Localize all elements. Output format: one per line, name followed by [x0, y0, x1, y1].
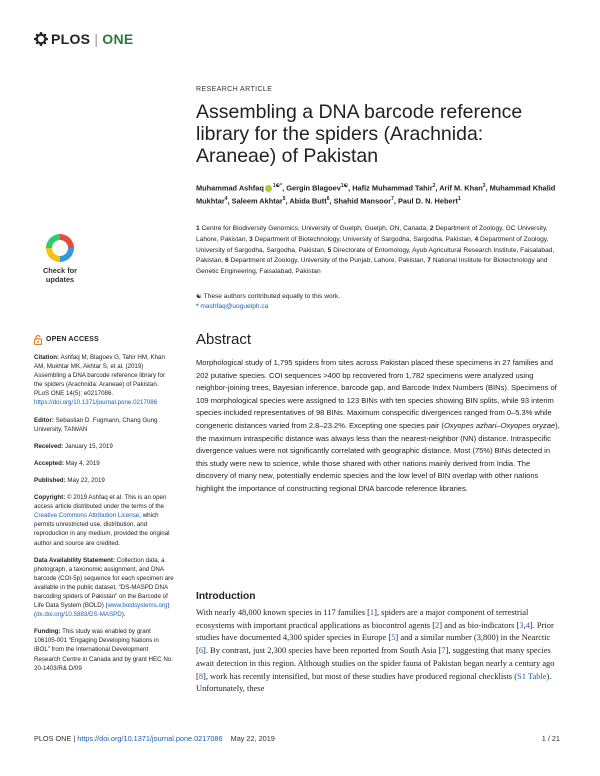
author-affiliation-mark: 4	[224, 195, 228, 202]
bold-systems-link[interactable]: www.boldsystems.org	[107, 602, 168, 610]
abstract-heading: Abstract	[196, 331, 252, 348]
affiliation-number: 4	[474, 235, 479, 243]
affiliation-number: 3	[249, 235, 253, 243]
reference-link[interactable]: 4	[525, 619, 530, 630]
corresponding-email-link[interactable]: mashfaq@uoguelph.ca	[200, 303, 269, 310]
introduction-heading: Introduction	[196, 591, 256, 602]
data-availability-text: Collection data, a photograph, a taxonomic assignment, and DNA barcode (COI-5p) sequence for each specimen are available in the public dataset, “DS-MASPD DNA barcoding spiders of Pakistan” on the Barcode of Life Data System (BOLD) (	[34, 556, 174, 610]
abstract-text-part2: ), the maximum intraspecific distance was always less than the nearest-neighbor (NN) distance. Intraspecific divergence values were not significantly correlated with geographic distance. Most (75%) BINs detected in this study were new to science, while those shared with other nations mainly derived from India. The discovery of many new, potentially endemic species and the low level of BIN overlap with other nations highlight the importance of constructing regional DNA barcode reference libraries.	[196, 420, 560, 493]
footer-doi-link[interactable]: https://doi.org/10.1371/journal.pone.0217086	[77, 734, 223, 743]
citation-text: Ashfaq M, Blagoev G, Tahir HM, Khan AM, Mukhtar MK, Akhtar S, et al. (2019) Assembling a DNA barcode reference library for the spiders (Arachnida: Araneae) of Pakistan. PLoS ONE 14(5): e0217086.	[34, 354, 166, 398]
intro-text-segment: ] and a similar number (3,800) in the Nearctic [	[196, 632, 551, 656]
article-title: Assembling a DNA barcode reference library for the spiders (Arachnida: Araneae) of Pakistan	[196, 101, 523, 167]
page-footer	[34, 734, 560, 743]
intro-text-segment: ]. By contrast, just 2,300 species have been reported from South Asia [	[203, 645, 442, 656]
author-affiliation-mark: 5	[282, 195, 286, 202]
affiliation-text: National Institute for Biotechnology and Genetic Engineering, Faisalabad, Pakistan	[196, 257, 548, 276]
check-updates-line2: updates	[45, 274, 75, 284]
affiliation-text: Directorate of Entomology, Ayub Agricultural Research Institute, Faisalabad, Pakistan,	[196, 246, 555, 265]
citation-label: Citation:	[34, 354, 60, 361]
dataset-doi-link[interactable]: dx.doi.org/10.5883/DS-MASPD	[36, 611, 122, 619]
article-info-sidebar	[34, 335, 174, 681]
copyright-text: © 2019 Ashfaq et al. This is an open access article distributed under the terms of the	[34, 494, 167, 511]
open-lock-icon	[34, 335, 42, 345]
affiliation-number: 6	[224, 257, 229, 265]
author-affiliation-mark: 1	[457, 195, 461, 202]
author-name[interactable]: Saleem Akhtar	[231, 196, 283, 206]
logo-one-text: ONE	[102, 31, 134, 47]
author-name[interactable]: Gergin Blagoev	[286, 183, 341, 193]
check-updates-icon	[46, 234, 74, 262]
editor-text: Sebastian D. Fugmann, Chang Gung University, TAIWAN	[34, 416, 158, 433]
author-affiliation-mark: 2	[432, 183, 436, 189]
citation-block	[34, 353, 174, 408]
intro-text-segment: ], spiders are a major component of terrestrial ecosystems with important practical applications as biocontrol agents [	[196, 607, 529, 630]
corresponding-email-line	[196, 302, 556, 312]
intro-text-segment: ,	[523, 619, 526, 630]
author-list: Muhammad Ashfaq $^{1☯*}$, Gergin Blagoev$^{1☯}$, Hafiz Muhammad Tahir$^2$, Arif M. Khan$^3$, Muhammad Khalid Mukhtar$^4$, Saleem Akhtar$^5$, Abida Butt$^6$, Shahid Mansoor$^7$, Paul D. N. Hebert$^1$	[196, 183, 556, 206]
reference-link[interactable]: 7	[441, 645, 446, 656]
author-affiliation-mark: 1☯*	[272, 183, 283, 189]
author-affiliation-mark: 1☯	[340, 183, 349, 189]
author-name[interactable]: Arif M. Khan	[439, 183, 483, 193]
abstract-species-pair: Oxyopes azhari–Oxyopes oryzae	[443, 420, 556, 430]
check-for-updates-badge[interactable]	[34, 234, 86, 286]
cc-license-link[interactable]: Creative Commons Attribution License	[34, 512, 140, 520]
intro-text-segment: ], suggesting that many species await detection in this region. Although studies on the spider fauna of Pakistan began nearly a century ago [	[196, 645, 555, 681]
author-name[interactable]: Paul D. N. Hebert	[397, 196, 458, 206]
reference-link[interactable]: 3	[519, 619, 524, 630]
logo-plos-text: PLOS	[51, 31, 91, 47]
copyright-label: Copyright:	[34, 494, 66, 502]
author-name[interactable]: Hafiz Muhammad Tahir	[352, 183, 433, 193]
funding-block	[34, 627, 174, 672]
affiliations	[196, 224, 558, 278]
reference-link[interactable]: 8	[198, 670, 204, 681]
citation-doi-link[interactable]: https://doi.org/10.1371/journal.pone.0217086	[34, 399, 158, 407]
check-updates-line1: Check for	[42, 266, 78, 275]
open-access-text: OPEN ACCESS	[46, 336, 99, 344]
copyright-block	[34, 493, 174, 548]
footer-journal: PLOS ONE	[34, 734, 72, 743]
intro-text-segment: With nearly 48,000 known species in 117 families [	[196, 607, 370, 617]
article-type: RESEARCH ARTICLE	[196, 86, 273, 93]
author-name[interactable]: Muhammad Ashfaq	[196, 183, 264, 193]
affiliation-text: Centre for Biodiversity Genomics, University of Guelph, Guelph, ON, Canada,	[201, 225, 428, 232]
affiliation-number: 5	[327, 246, 332, 254]
author-notes	[196, 292, 556, 312]
author-name[interactable]: Muhammad Khalid Mukhtar	[196, 183, 556, 206]
footer-date: May 22, 2019	[230, 734, 275, 743]
affiliation-text: Department of Zoology, University of the Punjab, Lahore, Pakistan,	[230, 257, 426, 265]
affiliation-number: 2	[429, 225, 434, 232]
affiliation-number: 1	[196, 225, 200, 232]
data-availability-text-mid: ) (	[34, 602, 170, 619]
affiliation-number: 7	[427, 257, 431, 265]
reference-link[interactable]: 1	[369, 607, 375, 617]
author-name[interactable]: Abida Butt	[289, 196, 327, 206]
reference-link[interactable]: 6	[198, 645, 204, 656]
accepted-block	[34, 459, 174, 468]
footer-left	[34, 734, 275, 743]
editor-label: Editor:	[34, 416, 54, 424]
data-availability-block	[34, 556, 174, 620]
footer-separator: |	[71, 734, 78, 743]
published-label: Published:	[34, 476, 66, 484]
introduction-text	[196, 606, 560, 695]
received-date: January 15, 2019	[64, 442, 113, 450]
affiliation-text: Department of Zoology, GC University, Lahore, Pakistan,	[196, 225, 548, 243]
accepted-date: May 4, 2019	[65, 459, 100, 467]
accepted-label: Accepted:	[34, 459, 64, 467]
data-availability-text-end: ).	[121, 611, 126, 619]
supplementary-table-link[interactable]: S1 Table	[517, 670, 547, 681]
published-date: May 22, 2019	[67, 476, 105, 484]
author-affiliation-mark: 6	[326, 195, 330, 202]
footer-page-number: 1 / 21	[541, 734, 560, 743]
logo-separator: |	[94, 31, 99, 47]
abstract-text-part1: Morphological study of 1,795 spiders from sites across Pakistan placed these specimens in 27 families and 202 putative species. COI sequences >400 bp recovered from 1,782 specimens were analyzed using neighbor-joining trees, Bayesian inference, barcode gap, and Barcode Index Numbers (BINs). Specimens of 109 morphological species were assigned to 123 BINs with ten species showing BIN splits, while 93 interim species included representatives of 98 BINs. Maximum conspecific divergences ranged from 0–5.3% while congeneric distances varied from 2.8–23.2%. Excepting one species pair (	[196, 358, 557, 430]
editor-block	[34, 416, 174, 434]
received-block	[34, 442, 174, 451]
author-affiliation-mark: 3	[482, 183, 486, 189]
published-block	[34, 476, 174, 485]
reference-link[interactable]: 5	[391, 632, 396, 643]
affiliation-text: Department of Zoology, University of Sargodha, Sargodha, Pakistan,	[196, 235, 549, 254]
intro-text-segment: ] and as bio-indicators [	[439, 619, 520, 630]
funding-text: This study was enabled by grant 106105-001 “Engaging Developing Nations in iBOL” from the International Development Research Centre in Canada and by grant HEC No. 20-1403/R& D/09	[34, 628, 173, 672]
author-affiliation-mark: 7	[391, 195, 394, 202]
abstract-text	[196, 357, 560, 496]
received-label: Received:	[34, 442, 64, 450]
intro-text-segment: ], work has recently intensified, but most of these studies have produced regional checklists (	[203, 670, 518, 681]
reference-link[interactable]: 2	[435, 619, 440, 630]
intro-text-segment: ). Unfortunately, these	[196, 670, 552, 694]
intro-text-segment: ]. Prior studies have documented 4,300 spider species in Europe [	[196, 619, 554, 643]
affiliation-text: Department of Biotechnology, University of Sargodha, Sargodha, Pakistan,	[254, 235, 473, 243]
copyright-text-continued: , which permits unrestricted use, distribution, and reproduction in any medium, provided the original author and source are credited.	[34, 512, 170, 547]
open-access-label	[34, 335, 174, 345]
data-availability-label: Data Availability Statement:	[34, 556, 116, 564]
plos-gear-icon	[34, 32, 48, 46]
funding-label: Funding:	[34, 628, 61, 636]
author-name[interactable]: Shahid Mansoor	[333, 196, 392, 206]
orcid-icon[interactable]	[265, 185, 272, 192]
email-prefix: *	[196, 303, 201, 310]
check-updates-label	[34, 267, 86, 284]
plos-one-logo	[34, 31, 134, 47]
equal-contribution-note: ☯ These authors contributed equally to this work.	[196, 293, 340, 300]
